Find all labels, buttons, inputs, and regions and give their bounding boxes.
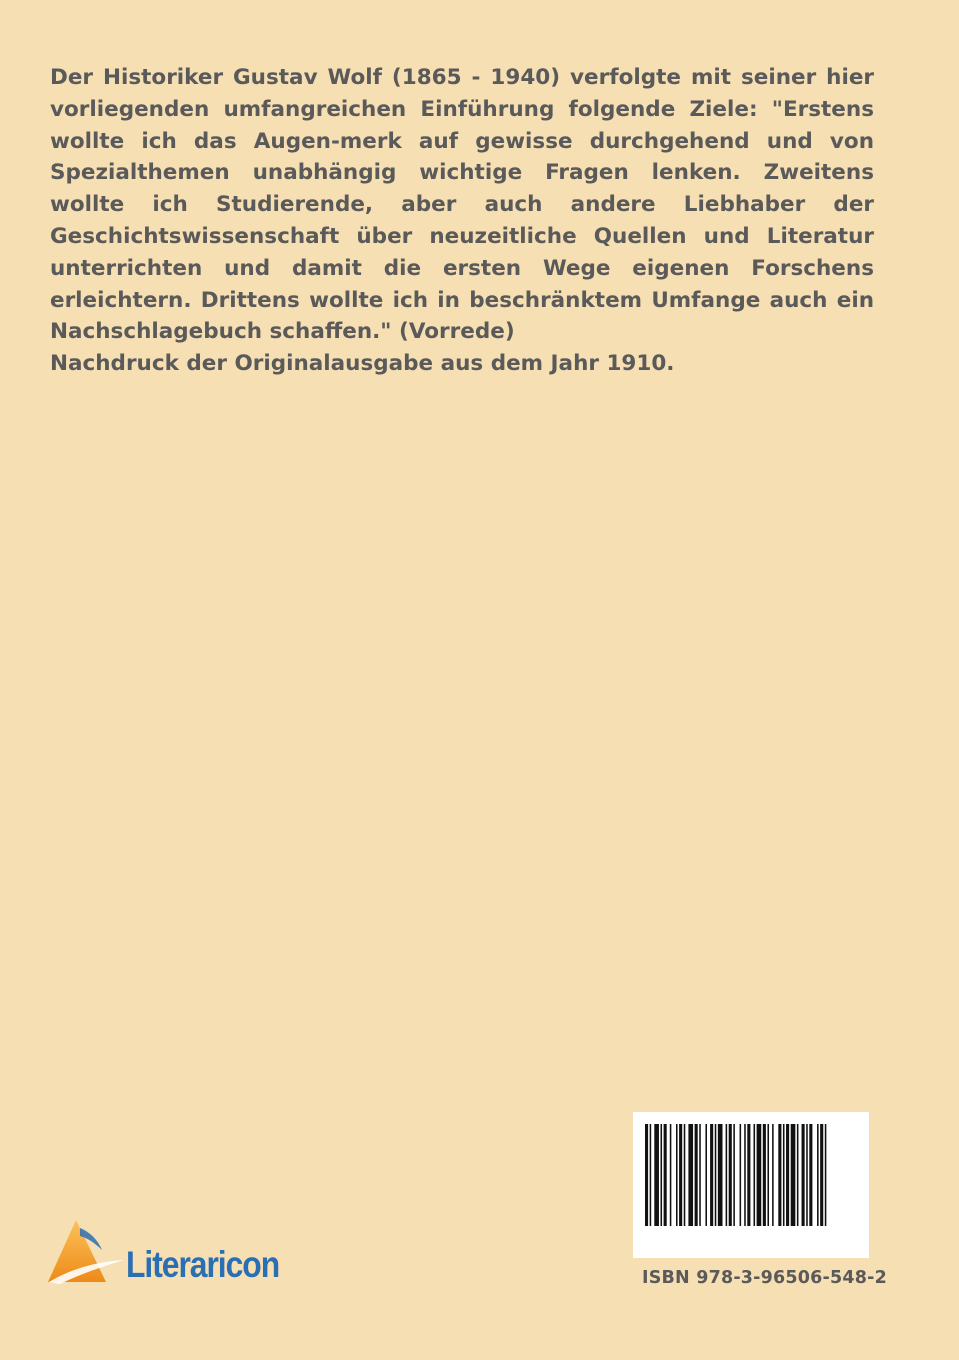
barcode-bar xyxy=(806,1124,808,1226)
barcode-bar xyxy=(744,1124,746,1226)
barcode-bar xyxy=(825,1124,827,1226)
reprint-note: Nachdruck der Originalausgabe aus dem Jahr 1910. xyxy=(50,351,675,376)
barcode-bar xyxy=(757,1124,762,1226)
publisher-name: Literaricon xyxy=(126,1244,280,1285)
barcode-bar xyxy=(670,1124,672,1226)
barcode-bar xyxy=(645,1124,648,1226)
barcode-bar xyxy=(783,1124,785,1226)
barcode-bar xyxy=(654,1124,659,1226)
barcode-bar xyxy=(747,1124,750,1226)
barcode-bar xyxy=(726,1124,728,1226)
barcode-bar xyxy=(786,1124,789,1226)
barcode-bar xyxy=(754,1124,756,1226)
barcode-bar xyxy=(740,1124,742,1226)
barcode-bar xyxy=(809,1124,812,1226)
barcode-bar xyxy=(718,1124,723,1226)
barcode-bar xyxy=(688,1124,693,1226)
isbn-label: ISBN 978-3-96506-548-2 xyxy=(642,1268,887,1288)
barcode-bar xyxy=(763,1124,766,1226)
barcode-bar xyxy=(650,1124,652,1226)
triangle-swoosh-logo-icon xyxy=(46,1218,136,1290)
barcode-bar xyxy=(778,1124,781,1226)
barcode-bar xyxy=(797,1124,799,1226)
back-cover-blurb: Der Historiker Gustav Wolf (1865 - 1940) verfolgte mit seiner hier vorliegenden umfangreichen Einführung folgende Ziele: "Erstens wollte ich das Augen-merk auf gewisse durchgehend und von Spezialthemen unabhängig wichtige Fragen lenken. Zweitens wollte ich Studierende, aber auch andere Liebhaber der Geschichtswissenschaft über neuzeitliche Quellen und Literatur unterrichten und damit die ersten Wege eigenen Forschens erleichtern. Drittens wollte ich in beschränktem Umfange auch ein Nachschlagebuch schaffen." (Vorrede) xyxy=(50,65,874,345)
barcode-bar xyxy=(661,1124,663,1226)
barcode-bar xyxy=(705,1124,707,1226)
barcode-bar xyxy=(676,1124,678,1226)
publisher-logo xyxy=(46,1218,306,1290)
barcode-bar xyxy=(733,1124,735,1226)
barcode-bar xyxy=(710,1124,713,1226)
barcode-bar xyxy=(695,1124,698,1226)
barcode-bar xyxy=(820,1124,823,1226)
barcode-icon xyxy=(633,1112,869,1258)
barcode-bar xyxy=(802,1124,805,1226)
barcode xyxy=(633,1112,869,1258)
barcode-bar xyxy=(791,1124,796,1226)
barcode-bar xyxy=(715,1124,717,1226)
barcode-bar xyxy=(767,1124,769,1226)
barcode-bar xyxy=(817,1124,819,1226)
barcode-bar xyxy=(772,1124,774,1226)
barcode-bar xyxy=(684,1124,686,1226)
barcode-bar xyxy=(679,1124,682,1226)
barcode-bar xyxy=(699,1124,701,1226)
barcode-bar xyxy=(729,1124,732,1226)
barcode-bar xyxy=(664,1124,667,1226)
